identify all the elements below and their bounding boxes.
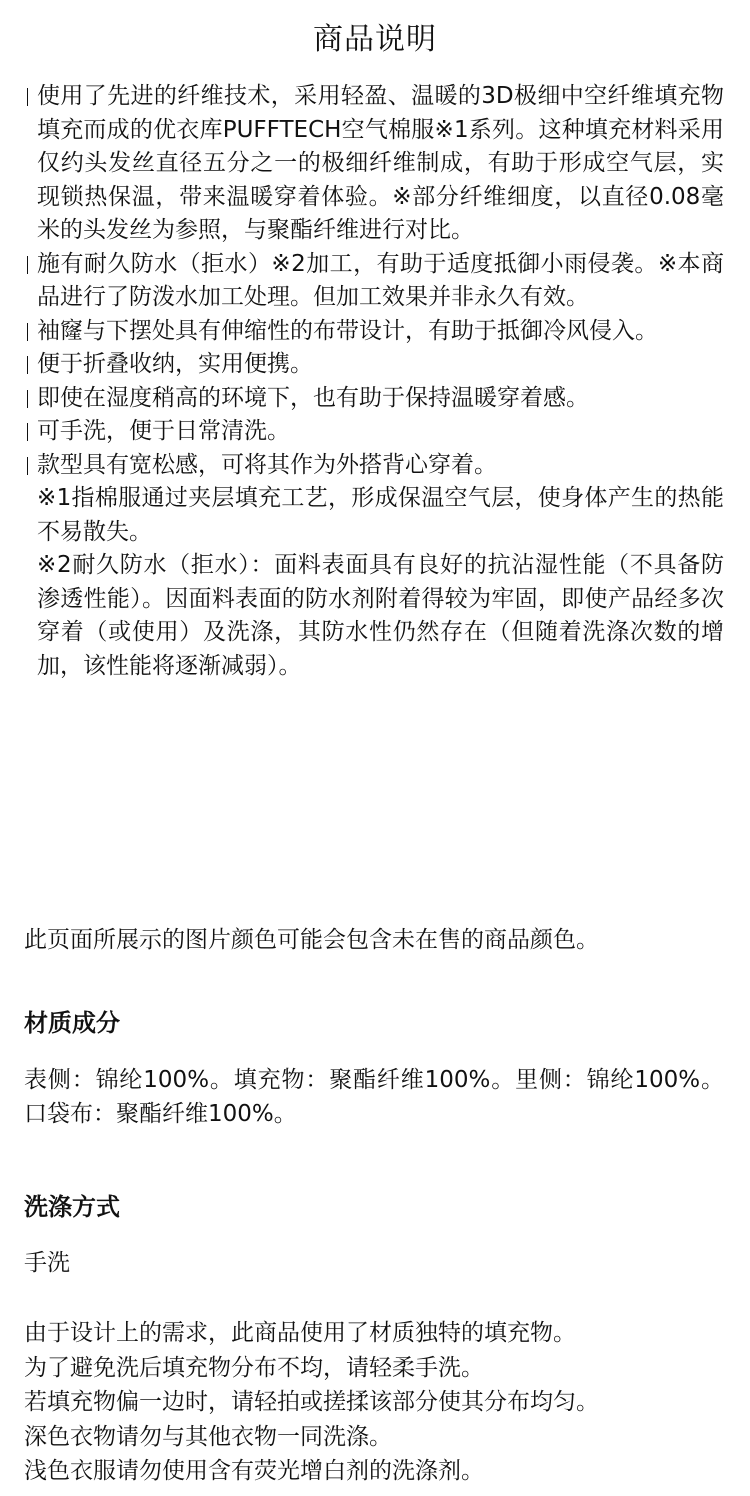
- description-bullet: 可手洗，便于日常清洗。: [24, 415, 724, 449]
- care-instruction: 深色衣物请勿与其他衣物一同洗涤。: [24, 1423, 392, 1450]
- description-bullet: 便于折叠收纳，实用便携。: [24, 348, 724, 382]
- color-disclaimer: 此页面所展示的图片颜色可能会包含未在售的商品颜色。: [24, 927, 599, 953]
- description-bullet: 使用了先进的纤维技术，采用轻盈、温暖的3D极细中空纤维填充物填充而成的优衣库PUFFTECH空气棉服※1系列。这种填充材料采用仅约头发丝直径五分之一的极细纤维制成，有助于形成空气层，实现锁热保温，带来温暖穿着体验。※部分纤维细度，以直径0.08毫米的头发丝为参照，与聚酯纤维进行对比。: [24, 80, 724, 248]
- material-composition: 表侧：锦纶100%。填充物：聚酯纤维100%。里侧：锦纶100%。口袋布：聚酯纤维100%。: [24, 1067, 724, 1127]
- description-bullet: 款型具有宽松感，可将其作为外搭背心穿着。: [24, 449, 724, 483]
- description-bullet: 袖窿与下摆处具有伸缩性的布带设计，有助于抵御冷风侵入。: [24, 315, 724, 349]
- footnote: ※2耐久防水（拒水）：面料表面具有良好的抗沾湿性能（不具备防渗透性能）。因面料表面的防水剂附着得较为牢固，即使产品经多次穿着（或使用）及洗涤，其防水性仍然存在（但随着洗涤次数的增加，该性能将逐渐减弱）。: [37, 552, 724, 679]
- material-heading: 材质成分: [24, 1009, 120, 1037]
- description-list: [24, 80, 724, 683]
- description-bullet: 施有耐久防水（拒水）※2加工，有助于适度抵御小雨侵袭。※本商品进行了防泼水加工处理。但加工效果并非永久有效。: [24, 248, 724, 315]
- footnote: ※1指棉服通过夹层填充工艺，形成保温空气层，使身体产生的热能不易散失。: [37, 485, 724, 545]
- care-instruction: 浅色衣服请勿使用含有荧光增白剂的洗涤剂。: [24, 1458, 484, 1484]
- page-title: 商品说明: [313, 22, 437, 57]
- care-instruction: 为了避免洗后填充物分布不均，请轻柔手洗。: [24, 1354, 484, 1381]
- care-instructions: [24, 1316, 734, 1489]
- care-instruction: 由于设计上的需求，此商品使用了材质独特的填充物。: [24, 1320, 576, 1346]
- washing-method: 手洗: [24, 1250, 70, 1276]
- care-instruction: 若填充物偏一边时，请轻拍或搓揉该部分使其分布均匀。: [24, 1389, 599, 1415]
- washing-heading: 洗涤方式: [24, 1193, 120, 1221]
- description-bullet: 即使在湿度稍高的环境下，也有助于保持温暖穿着感。: [24, 382, 724, 416]
